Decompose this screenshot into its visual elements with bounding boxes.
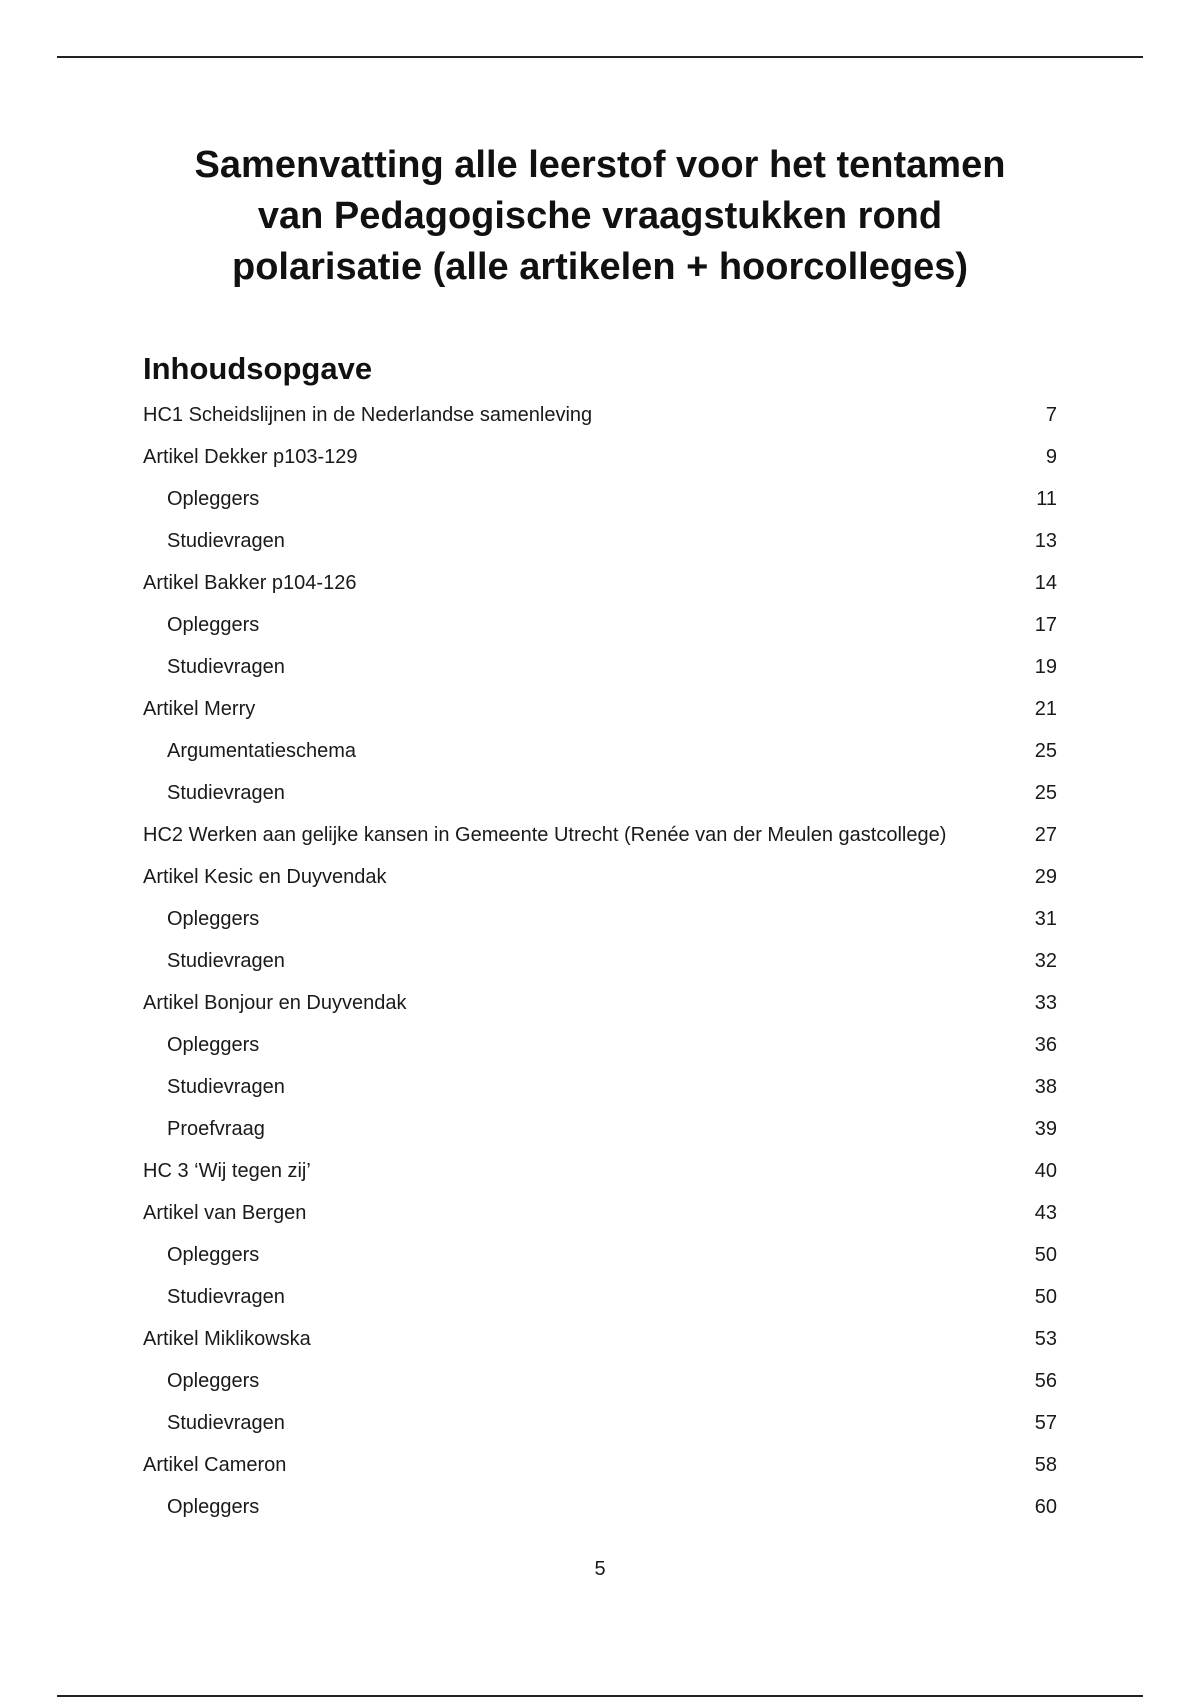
toc-dot-leader [260, 1031, 1033, 1051]
toc-entry-page: 60 [1034, 1496, 1057, 1518]
toc-entry-page: 27 [1034, 824, 1057, 846]
toc-entry[interactable] [143, 1490, 1057, 1532]
toc-entry-page: 50 [1034, 1244, 1057, 1266]
toc-entry[interactable] [143, 692, 1057, 734]
toc-entry[interactable] [143, 566, 1057, 608]
toc-entry-label: Opleggers [167, 1034, 260, 1056]
table-of-contents [143, 398, 1057, 1532]
toc-dot-leader [266, 1115, 1034, 1135]
toc-entry-page: 17 [1034, 614, 1057, 636]
document-title-line: Samenvatting alle leerstof voor het tentamen [194, 144, 1006, 186]
toc-entry-label: Artikel Cameron [143, 1454, 287, 1476]
toc-entry-label: Artikel Dekker p103-129 [143, 446, 358, 468]
toc-entry-label: Studievragen [167, 1412, 285, 1434]
toc-dot-leader [286, 1073, 1034, 1093]
toc-entry-page: 38 [1034, 1076, 1057, 1098]
toc-dot-leader [312, 1157, 1034, 1177]
toc-entry-page: 40 [1034, 1160, 1057, 1182]
document-title-line: polarisatie (alle artikelen + hoorcolleges) [232, 246, 968, 288]
header-rule [57, 56, 1143, 58]
toc-entry-label: Studievragen [167, 656, 285, 678]
toc-entry-page: 25 [1034, 782, 1057, 804]
toc-entry[interactable] [143, 1448, 1057, 1490]
toc-heading: Inhoudsopgave [143, 351, 373, 386]
toc-entry-page: 33 [1034, 992, 1057, 1014]
toc-dot-leader [286, 527, 1034, 547]
toc-dot-leader [286, 653, 1034, 673]
toc-dot-leader [260, 1241, 1033, 1261]
footer-rule [57, 1695, 1143, 1697]
toc-dot-leader [286, 1283, 1034, 1303]
page-number: 5 [594, 1558, 606, 1580]
toc-entry-page: 57 [1034, 1412, 1057, 1434]
toc-entry[interactable] [143, 1112, 1057, 1154]
toc-dot-leader [357, 569, 1033, 589]
toc-entry-page: 56 [1034, 1370, 1057, 1392]
toc-entry-label: Opleggers [167, 908, 260, 930]
toc-entry[interactable] [143, 1364, 1057, 1406]
toc-entry[interactable] [143, 524, 1057, 566]
toc-entry-label: Opleggers [167, 614, 260, 636]
toc-entry[interactable] [143, 860, 1057, 902]
toc-entry-label: Opleggers [167, 1244, 260, 1266]
toc-entry-page: 9 [1045, 446, 1057, 468]
toc-dot-leader [359, 443, 1045, 463]
toc-entry[interactable] [143, 986, 1057, 1028]
toc-entry[interactable] [143, 1154, 1057, 1196]
document-title-line: van Pedagogische vraagstukken rond [257, 195, 943, 237]
toc-dot-leader [312, 1325, 1034, 1345]
toc-entry-label: Studievragen [167, 1076, 285, 1098]
toc-entry[interactable] [143, 1070, 1057, 1112]
toc-entry-label: Studievragen [167, 950, 285, 972]
toc-entry-label: Artikel Bakker p104-126 [143, 572, 357, 594]
toc-dot-leader [260, 485, 1035, 505]
toc-entry-label: Artikel Merry [143, 698, 256, 720]
toc-entry[interactable] [143, 440, 1057, 482]
toc-dot-leader [387, 863, 1033, 883]
toc-entry-label: Studievragen [167, 1286, 285, 1308]
toc-entry[interactable] [143, 1028, 1057, 1070]
toc-dot-leader [357, 737, 1034, 757]
toc-entry-label: Studievragen [167, 782, 285, 804]
toc-entry-label: Studievragen [167, 530, 285, 552]
toc-entry-page: 32 [1034, 950, 1057, 972]
toc-entry-label: Artikel Miklikowska [143, 1328, 311, 1350]
toc-entry-page: 29 [1034, 866, 1057, 888]
toc-entry-page: 58 [1034, 1454, 1057, 1476]
toc-entry-label: Artikel Bonjour en Duyvendak [143, 992, 407, 1014]
toc-entry[interactable] [143, 734, 1057, 776]
toc-entry-page: 25 [1034, 740, 1057, 762]
toc-entry-label: Opleggers [167, 1370, 260, 1392]
toc-dot-leader [286, 947, 1034, 967]
toc-dot-leader [256, 695, 1034, 715]
document-title [100, 140, 1100, 293]
toc-dot-leader [286, 779, 1034, 799]
toc-entry[interactable] [143, 776, 1057, 818]
toc-dot-leader [260, 1493, 1033, 1513]
toc-entry-page: 43 [1034, 1202, 1057, 1224]
toc-entry-label: Artikel Kesic en Duyvendak [143, 866, 387, 888]
toc-dot-leader [947, 821, 1033, 841]
toc-entry-label: Opleggers [167, 1496, 260, 1518]
toc-entry[interactable] [143, 650, 1057, 692]
toc-entry-label: Proefvraag [167, 1118, 265, 1140]
toc-entry[interactable] [143, 1322, 1057, 1364]
toc-entry-page: 50 [1034, 1286, 1057, 1308]
toc-entry-page: 7 [1045, 404, 1057, 426]
toc-entry[interactable] [143, 608, 1057, 650]
toc-entry-page: 39 [1034, 1118, 1057, 1140]
toc-dot-leader [286, 1409, 1034, 1429]
toc-entry-page: 53 [1034, 1328, 1057, 1350]
toc-entry-label: HC1 Scheidslijnen in de Nederlandse samenleving [143, 404, 593, 426]
toc-entry[interactable] [143, 902, 1057, 944]
toc-entry-label: HC2 Werken aan gelijke kansen in Gemeente Utrecht (Renée van der Meulen gastcollege) [143, 824, 947, 846]
toc-entry-page: 11 [1036, 488, 1057, 510]
toc-entry-label: Opleggers [167, 488, 260, 510]
toc-entry[interactable] [143, 1196, 1057, 1238]
toc-dot-leader [287, 1451, 1033, 1471]
toc-dot-leader [260, 1367, 1033, 1387]
toc-entry[interactable] [143, 398, 1057, 440]
toc-entry-label: Artikel van Bergen [143, 1202, 307, 1224]
toc-dot-leader [307, 1199, 1033, 1219]
toc-entry-label: Argumentatieschema [167, 740, 356, 762]
toc-entry[interactable] [143, 1280, 1057, 1322]
toc-dot-leader [407, 989, 1033, 1009]
toc-entry[interactable] [143, 1406, 1057, 1448]
toc-dot-leader [593, 401, 1045, 421]
toc-entry[interactable] [143, 1238, 1057, 1280]
toc-entry[interactable] [143, 818, 1057, 860]
toc-entry[interactable] [143, 944, 1057, 986]
toc-entry-page: 31 [1034, 908, 1057, 930]
toc-entry-page: 36 [1034, 1034, 1057, 1056]
toc-entry-page: 13 [1034, 530, 1057, 552]
toc-entry-page: 14 [1034, 572, 1057, 594]
toc-dot-leader [260, 611, 1033, 631]
toc-entry[interactable] [143, 482, 1057, 524]
toc-entry-page: 21 [1034, 698, 1057, 720]
toc-entry-page: 19 [1034, 656, 1057, 678]
toc-dot-leader [260, 905, 1033, 925]
toc-entry-label: HC 3 ‘Wij tegen zij’ [143, 1160, 311, 1182]
